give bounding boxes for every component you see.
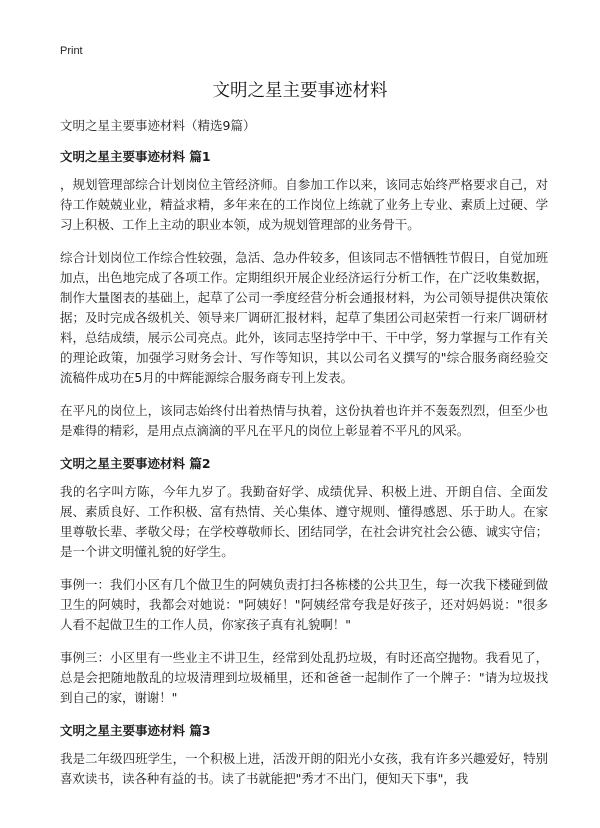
section-2-paragraph-3: 事例三：小区里有一些业主不讲卫生，经常到处乱扔垃圾，有时还高空抛物。我看见了，总是会把随地散乱的垃圾清理到垃圾桶里，还和爸爸一起制作了一个牌子："请为垃圾找到自己的家，谢谢！" (60, 650, 548, 705)
section-1-paragraph-2: 综合计划岗位工作综合性较强，急活、急办件较多，但该同志不惜牺牲节假日，自觉加班加点，出色地完成了各项工作。定期组织开展企业经济运行分析工作，在广泛收集数据，制作大量图表的基础上，起草了公司一季度经营分析会通报材料，为公司领导提供决策依据；及时完成各级机关、领导来厂调研汇报材料，起草了集团公司赵荣哲一行来厂调研材料，总结成绩，展示公司亮点。此外，该同志坚持学中干、干中学，努力掌握与工作有关的理论政策，加强学习财务会计、写作等知识，其以公司名义撰写的"综合服务商经验交流稿件成功在5月的中辉能源综合服务商专刊上发表。 (60, 250, 548, 385)
document-title: 文明之星主要事迹材料 (212, 81, 388, 101)
section-1-paragraph-3: 在平凡的岗位上，该同志始终付出着热情与执着，这份执着也许并不轰轰烈烈，但至少也是难得的精彩，是用点点滴滴的平凡在平凡的岗位上彰显着不平凡的风采。 (60, 403, 548, 438)
section-3-heading: 文明之星主要事迹材料 篇3 (60, 723, 211, 738)
section-1-heading: 文明之星主要事迹材料 篇1 (60, 149, 211, 164)
document-body (60, 116, 548, 802)
document-subtitle: 文明之星主要事迹材料（精选9篇） (60, 118, 256, 133)
section-2-paragraph-2: 事例一：我们小区有几个做卫生的阿姨负责打扫各栋楼的公共卫生，每一次我下楼碰到做卫生的阿姨时，我都会对她说："阿姨好！"阿姨经常夸我是好孩子，还对妈妈说："很多人看不起做卫生的工作人员，你家孩子真有礼貌啊！" (60, 577, 548, 632)
print-label: Print (60, 45, 83, 57)
section-3-paragraph-1: 我是二年级四班学生，一个积极上进，活泼开朗的阳光小女孩，我有许多兴趣爱好，特别喜欢读书，读各种有益的书。读了书就能把"秀才不出门，便知天下事"，我 (60, 751, 548, 786)
section-2-heading: 文明之星主要事迹材料 篇2 (60, 456, 211, 471)
section-2-paragraph-1: 我的名字叫方陈，今年九岁了。我勤奋好学、成绩优异、积极上进、开朗自信、全面发展、素质良好、工作积极、富有热情、关心集体、遵守规则、懂得感恩、乐于助人。在家里尊敬长辈、孝敬父母；在学校尊敬师长、团结同学，在社会讲究社会公德、诚实守信；是一个讲文明懂礼貌的好学生。 (60, 484, 548, 559)
section-1-paragraph-1: ，规划管理部综合计划岗位主管经济师。自参加工作以来，该同志始终严格要求自己，对待工作兢兢业业，精益求精，多年来在的工作岗位上练就了业务上专业、素质上过硬、学习上积极、工作上主动的职业本领，成为规划管理部的业务骨干。 (60, 177, 548, 232)
